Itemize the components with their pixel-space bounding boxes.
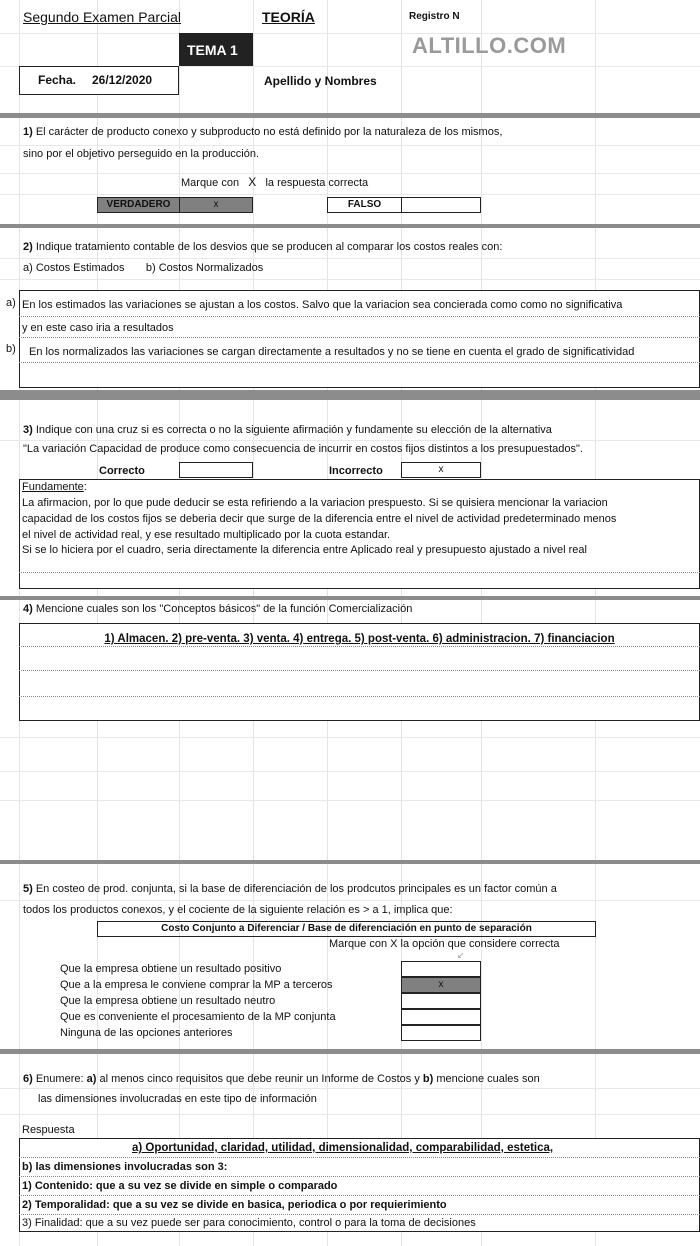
answer-rule bbox=[19, 646, 700, 647]
q5-option-box[interactable] bbox=[401, 1025, 481, 1041]
q2-a-marker: a) bbox=[6, 297, 16, 309]
q5-number: 5) bbox=[23, 883, 33, 895]
answer-rule bbox=[19, 696, 700, 697]
q2-options: a) Costos Estimados b) Costos Normalizados bbox=[23, 262, 264, 274]
answer-rule bbox=[19, 572, 700, 573]
q6-line1-pre: Enumere: bbox=[35, 1073, 84, 1085]
section-divider bbox=[0, 860, 700, 864]
q1-line2: sino por el objetivo perseguido en la producción. bbox=[23, 148, 260, 160]
q5-instruction: Marque con X la opción que considere correcta bbox=[329, 938, 560, 950]
false-answer-cell[interactable] bbox=[401, 197, 481, 213]
arrow-down-icon: ↙ bbox=[457, 950, 465, 960]
q5-option-box[interactable]: x bbox=[401, 977, 481, 993]
q3-answer-line: capacidad de los costos fijos se deberia decir que surge de la diferencia entre el nivel de actividad predeterminado menos bbox=[22, 513, 617, 525]
fundamento-label bbox=[22, 480, 87, 494]
q5-option-label: Que la empresa obtiene un resultado positivo bbox=[60, 963, 282, 975]
q6-line1 bbox=[23, 1072, 540, 1086]
fundamento-word: Fundamente bbox=[22, 481, 84, 493]
true-answer-cell[interactable]: x bbox=[179, 197, 253, 213]
q1-line1 bbox=[23, 125, 502, 139]
q6-answer-2: 2) Temporalidad: que a su vez se divide en basica, periodica o por requierimiento bbox=[22, 1199, 447, 1211]
q3-answer-line: el nivel de actividad real, y ese resultado multiplicado por la cuota estandar. bbox=[22, 529, 391, 541]
false-label-cell: FALSO bbox=[327, 197, 402, 213]
fecha-value: 26/12/2020 bbox=[92, 73, 153, 87]
apellido-label: Apellido y Nombres bbox=[264, 74, 377, 88]
q6-answer-3: 3) Finalidad: que a su vez puede ser para conocimiento, control o para la toma de decisiones bbox=[22, 1217, 476, 1229]
answer-rule bbox=[19, 362, 700, 363]
fecha-label: Fecha. bbox=[38, 73, 77, 87]
q6-answer-b-title: b) las dimensiones involucradas son 3: bbox=[22, 1161, 228, 1173]
q1-instruction-x: X bbox=[248, 175, 257, 189]
q1-number: 1) bbox=[23, 126, 33, 138]
answer-rule bbox=[19, 1157, 700, 1158]
exam-title: Segundo Examen Parcial bbox=[23, 9, 181, 25]
q1-instruction-post: la respuesta correcta bbox=[265, 177, 369, 189]
q6-answer-a: a) Oportunidad, claridad, utilidad, dimensionalidad, comparabilidad, estetica, bbox=[132, 1142, 554, 1154]
incorrect-label: Incorrecto bbox=[329, 465, 383, 477]
answer-rule bbox=[19, 337, 700, 338]
q1-text: El carácter de producto conexo y subproducto no está definido por la naturaleza de los mismos, bbox=[35, 126, 503, 138]
q2-a-answer-line2: y en este caso iria a resultados bbox=[22, 322, 174, 334]
q5-option-label: Que la empresa obtiene un resultado neutro bbox=[60, 995, 276, 1007]
q3-question-line bbox=[23, 423, 552, 437]
q2-b-answer-line1: En los normalizados las variaciones se cargan directamente a resultados y no se tiene en cuenta el grado de significatividad bbox=[29, 346, 635, 358]
answer-rule bbox=[19, 1176, 700, 1177]
q4-question-line bbox=[23, 602, 412, 616]
q2-question-line bbox=[23, 240, 502, 254]
q6-line1-mid: al menos cinco requisitos que debe reunir un Informe de Costos y bbox=[99, 1073, 420, 1085]
q4-text: Mencione cuales son los "Conceptos básicos" de la función Comercialización bbox=[35, 603, 413, 615]
tema-label: TEMA 1 bbox=[187, 42, 238, 58]
respuesta-label: Respuesta bbox=[22, 1124, 75, 1136]
correct-answer-cell[interactable] bbox=[179, 462, 253, 478]
q6-line1-post: mencione cuales son bbox=[436, 1073, 540, 1085]
q5-option-box[interactable] bbox=[401, 961, 481, 977]
q5-option-label: Ninguna de las opciones anteriores bbox=[60, 1027, 233, 1039]
section-label: TEORÍA bbox=[262, 9, 315, 25]
answer-rule bbox=[19, 1195, 700, 1196]
section-divider bbox=[0, 224, 700, 228]
q2-text: Indique tratamiento contable de los desvios que se producen al comparar los costos reales con: bbox=[35, 241, 503, 253]
q5-line2: todos los productos conexos, y el cociente de la siguiente relación es > a 1, implica que: bbox=[23, 904, 453, 916]
fundamento-colon: : bbox=[83, 481, 87, 493]
q5-ratio: Costo Conjunto a Diferenciar / Base de diferenciación en punto de separación bbox=[97, 921, 596, 937]
q6-part-a: a) bbox=[86, 1073, 97, 1085]
q5-option-box[interactable] bbox=[401, 993, 481, 1009]
q5-option-label: Que es conveniente el procesamiento de la MP conjunta bbox=[60, 1011, 336, 1023]
q5-option-label: Que a la empresa le conviene comprar la MP a terceros bbox=[60, 979, 333, 991]
incorrect-answer-cell[interactable]: x bbox=[401, 462, 481, 478]
q6-line2: las dimensiones involucradas en este tipo de información bbox=[38, 1093, 317, 1105]
q1-instruction bbox=[181, 175, 368, 190]
q5-text: En costeo de prod. conjunta, si la base de diferenciación de los prodcutos principales es un factor común a bbox=[35, 883, 557, 895]
q5-line1 bbox=[23, 882, 557, 896]
section-divider bbox=[0, 1049, 700, 1054]
section-divider bbox=[0, 113, 700, 118]
answer-rule bbox=[19, 1214, 700, 1215]
q1-instruction-pre: Marque con bbox=[181, 177, 240, 189]
q3-text: Indique con una cruz si es correcta o no la siguiente afirmación y fundamente su elección de la alternativa bbox=[35, 424, 552, 436]
q3-statement: "La variación Capacidad de produce como consecuencia de incurrir en costos fijos distintos a los presupuestados". bbox=[23, 443, 583, 455]
section-divider bbox=[0, 390, 700, 400]
q4-answer: 1) Almacen. 2) pre-venta. 3) venta. 4) entrega. 5) post-venta. 6) administracion. 7) financiacion bbox=[104, 633, 615, 645]
q3-answer-line: La afirmacion, por lo que pude deducir se esta refiriendo a la variacion prespuesto. Si se quisiera mencionar la variacion bbox=[22, 497, 608, 509]
watermark-logo: ALTILLO.COM bbox=[412, 33, 567, 58]
q3-answer-line: Si se lo hiciera por el cuadro, seria directamente la diferencia entre Aplicado real y presupuesto ajustado a nivel real bbox=[22, 544, 587, 556]
q2-a-answer-line1: En los estimados las variaciones se ajustan a los costos. Salvo que la variacion sea concierada como como no significativa bbox=[22, 299, 623, 311]
registro-label: Registro N bbox=[409, 11, 460, 22]
answer-rule bbox=[19, 316, 700, 317]
q2-b-marker: b) bbox=[6, 343, 16, 355]
q2-number: 2) bbox=[23, 241, 33, 253]
q6-number: 6) bbox=[23, 1073, 33, 1085]
section-divider bbox=[0, 596, 700, 600]
true-label-cell: VERDADERO bbox=[97, 197, 180, 213]
q6-part-b: b) bbox=[422, 1073, 434, 1085]
q3-number: 3) bbox=[23, 424, 33, 436]
answer-rule bbox=[19, 670, 700, 671]
q6-answer-1: 1) Contenido: que a su vez se divide en simple o comparado bbox=[22, 1180, 338, 1192]
correct-label: Correcto bbox=[99, 465, 145, 477]
q5-option-box[interactable] bbox=[401, 1009, 481, 1025]
q4-number: 4) bbox=[23, 603, 33, 615]
